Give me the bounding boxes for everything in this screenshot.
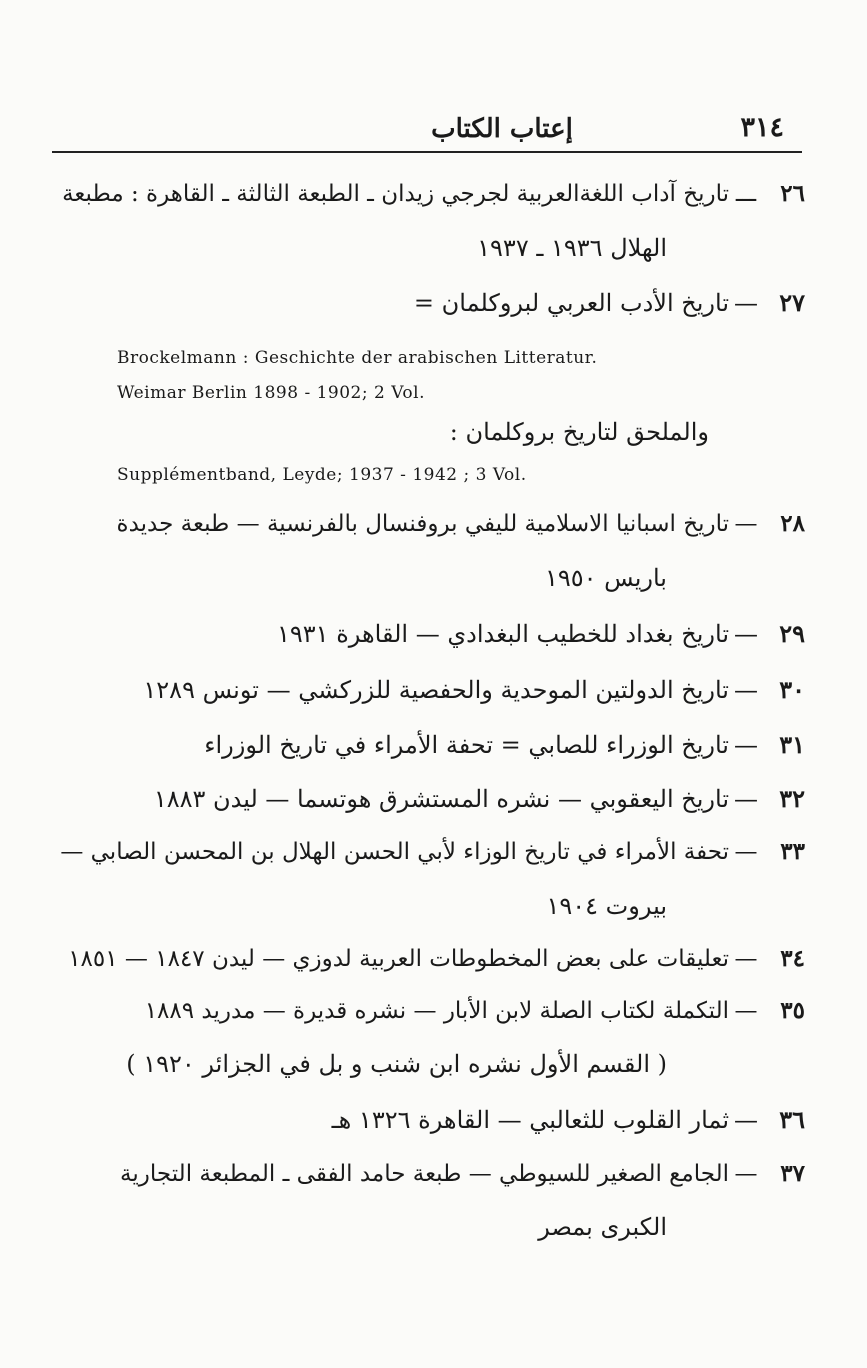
entry-number: ٢٦ <box>780 180 805 207</box>
entry-31 <box>204 730 805 759</box>
entry-dash: ـــ <box>735 181 757 207</box>
entry-number: ٣٢ <box>779 784 805 813</box>
entry-dash: — <box>734 1161 758 1187</box>
entry-26 <box>62 180 805 207</box>
entry-number: ٣٠ <box>779 675 805 704</box>
page-header <box>52 108 802 150</box>
entry-35-continuation: ( القسم الأول نشره ابن شنب و بل في الجزائر ١٩٢٠ ) <box>126 1050 667 1078</box>
entry-36 <box>332 1105 805 1134</box>
entry-37 <box>65 1160 805 1187</box>
entry-text: تاريخ بغداد للخطيب البغدادي — القاهرة ١٩٣١ <box>277 620 729 648</box>
entry-dash: — <box>734 511 758 537</box>
entry-text: التكملة لكتاب الصلة لابن الأبار — نشره قديرة — مدريد ١٨٨٩ <box>144 998 729 1024</box>
entry-text: تاريخ اليعقوبي — نشره المستشرق هوتسما — ليدن ١٨٨٣ <box>153 785 729 813</box>
entry-text: تحفة الأمراء في تاريخ الوزاء لأبي الحسن الهلال بن المحسن الصابي — <box>60 839 729 865</box>
header-rule <box>52 151 802 153</box>
brockelmann-supplement: Supplémentband, Leyde; 1937 - 1942 ; 3 Vol. <box>117 465 527 485</box>
entry-34 <box>65 945 805 972</box>
entry-33 <box>60 838 805 865</box>
entry-number: ٣٤ <box>780 945 805 972</box>
entry-28 <box>65 510 805 537</box>
page-number: ٣١٤ <box>740 112 784 143</box>
entry-text: تاريخ اسبانيا الاسلامية لليفي بروفنسال بالفرنسية — طبعة جديدة <box>116 511 729 537</box>
entry-dash: — <box>734 731 758 759</box>
brockelmann-imprint: Weimar Berlin 1898 - 1902; 2 Vol. <box>117 383 425 403</box>
entry-29 <box>277 619 805 648</box>
entry-dash: — <box>734 1106 758 1134</box>
entry-35 <box>65 997 805 1024</box>
brockelmann-supplement-label: والملحق لتاريخ بروكلمان : <box>449 418 709 446</box>
running-title: إعتاب الكتاب <box>431 114 573 144</box>
entry-text: تاريخ الوزراء للصابي = تحفة الأمراء في تاريخ الوزراء <box>204 731 729 759</box>
entry-number: ٣١ <box>779 730 805 759</box>
brockelmann-title: Brockelmann : Geschichte der arabischen Litteratur. <box>117 348 598 368</box>
entry-dash: — <box>734 839 758 865</box>
entry-text: الجامع الصغير للسيوطي — طبعة حامد الفقى ـ المطبعة التجارية <box>120 1161 729 1187</box>
entry-30 <box>143 675 805 704</box>
entry-dash: — <box>734 946 758 972</box>
entry-number: ٣٣ <box>780 838 805 865</box>
entry-27 <box>414 288 805 317</box>
entry-number: ٢٨ <box>780 510 805 537</box>
entry-dash: — <box>734 676 758 704</box>
entry-33-continuation: بيروت ١٩٠٤ <box>546 892 667 920</box>
entry-number: ٢٧ <box>779 288 805 317</box>
entry-37-continuation: الكبرى بمصر <box>538 1213 667 1241</box>
entry-text: تعليقات على بعض المخطوطات العربية لدوزي — ليدن ١٨٤٧ — ١٨٥١ <box>68 946 729 972</box>
entry-number: ٣٦ <box>779 1105 805 1134</box>
entry-dash: — <box>734 620 758 648</box>
entry-26-continuation: الهلال ١٩٣٦ ـ ١٩٣٧ <box>477 234 667 262</box>
entry-text: ثمار القلوب للثعالبي — القاهرة ١٣٢٦ هـ <box>331 1106 729 1134</box>
entry-dash: — <box>734 998 758 1024</box>
entry-dash: — <box>734 785 758 813</box>
entry-text: تاريخ آداب اللغةالعربية لجرجي زيدان ـ الطبعة الثالثة ـ القاهرة : مطبعة <box>62 181 729 207</box>
entry-32 <box>154 784 805 813</box>
entry-number: ٢٩ <box>779 619 805 648</box>
entry-number: ٣٥ <box>780 997 805 1024</box>
entry-text: تاريخ الدولتين الموحدية والحفصية للزركشي — تونس ١٢٨٩ <box>143 676 729 704</box>
entry-28-continuation: باريس ١٩٥٠ <box>544 564 667 592</box>
entry-dash: — <box>734 289 758 317</box>
entry-number: ٣٧ <box>780 1160 805 1187</box>
entry-text: تاريخ الأدب العربي لبروكلمان = <box>413 289 729 317</box>
